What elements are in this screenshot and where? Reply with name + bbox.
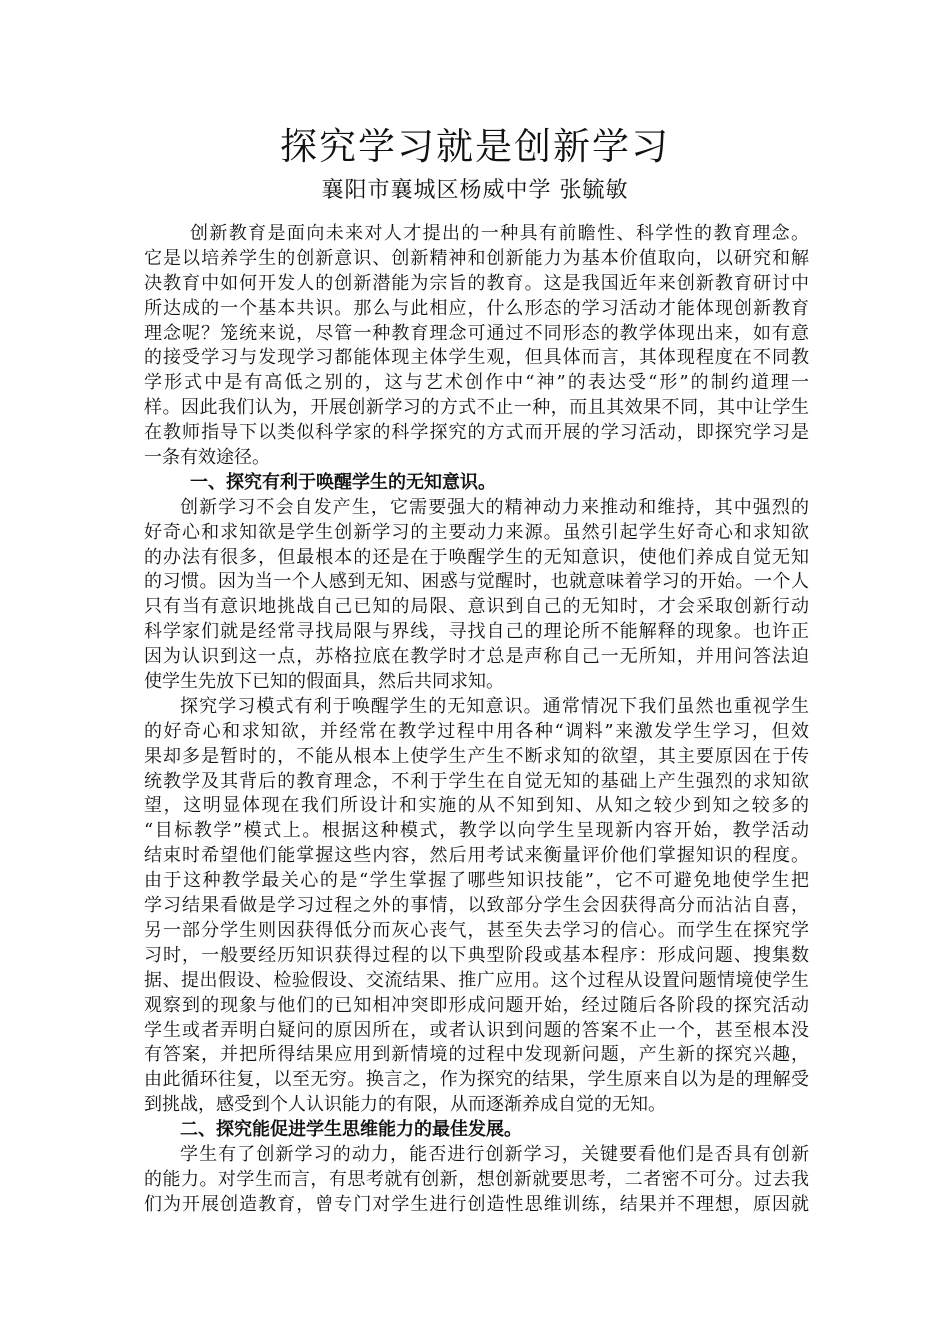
text-line: “目标教学”模式上。根据这种模式，教学以向学生呈现新内容开始，教学活动 xyxy=(144,820,809,842)
text-line: 理念呢？笼统来说，尽管一种教育理念可通过不同形态的教学体现出来，如有意 xyxy=(144,322,809,344)
text-line: 观察到的现象与他们的已知相冲突即形成问题开始，经过随后各阶段的探究活动 xyxy=(144,994,809,1016)
text-line: 决教育中如何开发人的创新潜能为宗旨的教育。这是我国近年来创新教育研讨中 xyxy=(144,272,809,294)
text-line: 学形式中是有高低之别的，这与艺术创作中“神”的表达受“形”的制约道理一 xyxy=(144,372,809,394)
body-text xyxy=(144,222,809,1218)
text-line: 统教学及其背后的教育理念，不利于学生在自觉无知的基础上产生强烈的求知欲 xyxy=(144,770,809,792)
text-line: 好奇心和求知欲是学生创新学习的主要动力来源。虽然引起学生好奇心和求知欲 xyxy=(144,521,809,543)
text-line: 使学生先放下已知的假面具，然后共同求知。 xyxy=(144,671,504,693)
text-line: 果却多是暂时的，不能从根本上使学生产生不断求知的欲望，其主要原因在于传 xyxy=(144,745,809,767)
text-line: 学生有了创新学习的动力，能否进行创新学习，关键要看他们是否具有创新 xyxy=(180,1143,809,1165)
text-line: 样。因此我们认为，开展创新学习的方式不止一种，而且其效果不同，其中让学生 xyxy=(144,397,809,419)
page-title: 探究学习就是创新学习 xyxy=(280,125,670,168)
text-line: 创新学习不会自发产生，它需要强大的精神动力来推动和维持，其中强烈的 xyxy=(180,496,809,518)
text-line: 的办法有很多，但最根本的还是在于唤醒学生的无知意识，使他们养成自觉无知 xyxy=(144,546,809,568)
text-line: 到挑战，感受到个人认识能力的有限，从而逐渐养成自觉的无知。 xyxy=(144,1094,666,1116)
section-heading: 二、探究能促进学生思维能力的最佳发展。 xyxy=(180,1119,522,1141)
text-line: 由此循环往复，以至无穷。换言之，作为探究的结果，学生原来自以为是的理解受 xyxy=(144,1069,809,1091)
text-line: 科学家们就是经常寻找局限与界线，寻找自己的理论所不能解释的现象。也许正 xyxy=(144,621,809,643)
text-line: 另一部分学生则因获得低分而灰心丧气，甚至失去学习的信心。而学生在探究学 xyxy=(144,919,809,941)
text-line: 习时，一般要经历知识获得过程的以下典型阶段或基本程序：形成问题、搜集数 xyxy=(144,944,809,966)
text-line: 的好奇心和求知欲，并经常在教学过程中用各种“调料”来激发学生学习，但效 xyxy=(144,720,809,742)
text-line: 学生或者弄明白疑问的原因所在，或者认识到问题的答案不止一个，甚至根本没 xyxy=(144,1019,809,1041)
text-line: 据、提出假设、检验假设、交流结果、推广应用。这个过程从设置问题情境使学生 xyxy=(144,969,809,991)
text-line: 结束时希望他们能掌握这些内容，然后用考试来衡量评价他们掌握知识的程度。 xyxy=(144,845,809,867)
text-line: 所达成的一个基本共识。那么与此相应，什么形态的学习活动才能体现创新教育 xyxy=(144,297,809,319)
text-line: 的能力。对学生而言，有思考就有创新，想创新就要思考，二者密不可分。过去我 xyxy=(144,1168,809,1190)
text-line: 的接受学习与发现学习都能体现主体学生观，但具体而言，其体现程度在不同教 xyxy=(144,347,809,369)
text-line: 们为开展创造教育，曾专门对学生进行创造性思维训练，结果并不理想，原因就 xyxy=(144,1193,809,1215)
author-line: 襄阳市襄城区杨威中学 张毓敏 xyxy=(321,178,629,203)
text-line: 创新教育是面向未来对人才提出的一种具有前瞻性、科学性的教育理念。 xyxy=(190,223,809,244)
text-line: 只有当有意识地挑战自己已知的局限、意识到自己的无知时，才会采取创新行动 xyxy=(144,596,809,618)
text-line: 在教师指导下以类似科学家的科学探究的方式而开展的学习活动，即探究学习是 xyxy=(144,422,809,444)
text-line: 望，这明显体现在我们所设计和实施的从不知到知、从知之较少到知之较多的 xyxy=(144,795,809,817)
text-line: 探究学习模式有利于唤醒学生的无知意识。通常情况下我们虽然也重视学生 xyxy=(180,695,809,717)
text-line: 因为认识到这一点，苏格拉底在教学时才总是声称自己一无所知，并用问答法迫 xyxy=(144,646,809,668)
text-line: 学习结果看做是学习过程之外的事情，以致部分学生会因获得高分而沾沾自喜， xyxy=(144,895,809,917)
text-line: 它是以培养学生的创新意识、创新精神和创新能力为基本价值取向，以研究和解 xyxy=(144,247,809,269)
text-line: 有答案，并把所得结果应用到新情境的过程中发现新问题，产生新的探究兴趣， xyxy=(144,1044,809,1066)
section-heading: 一、探究有利于唤醒学生的无知意识。 xyxy=(190,471,496,493)
text-line: 由于这种教学最关心的是“学生掌握了哪些知识技能”，它不可避免地使学生把 xyxy=(144,870,809,892)
text-line: 一条有效途径。 xyxy=(144,447,270,469)
text-line: 的习惯。因为当一个人感到无知、困惑与觉醒时，也就意味着学习的开始。一个人 xyxy=(144,571,809,593)
